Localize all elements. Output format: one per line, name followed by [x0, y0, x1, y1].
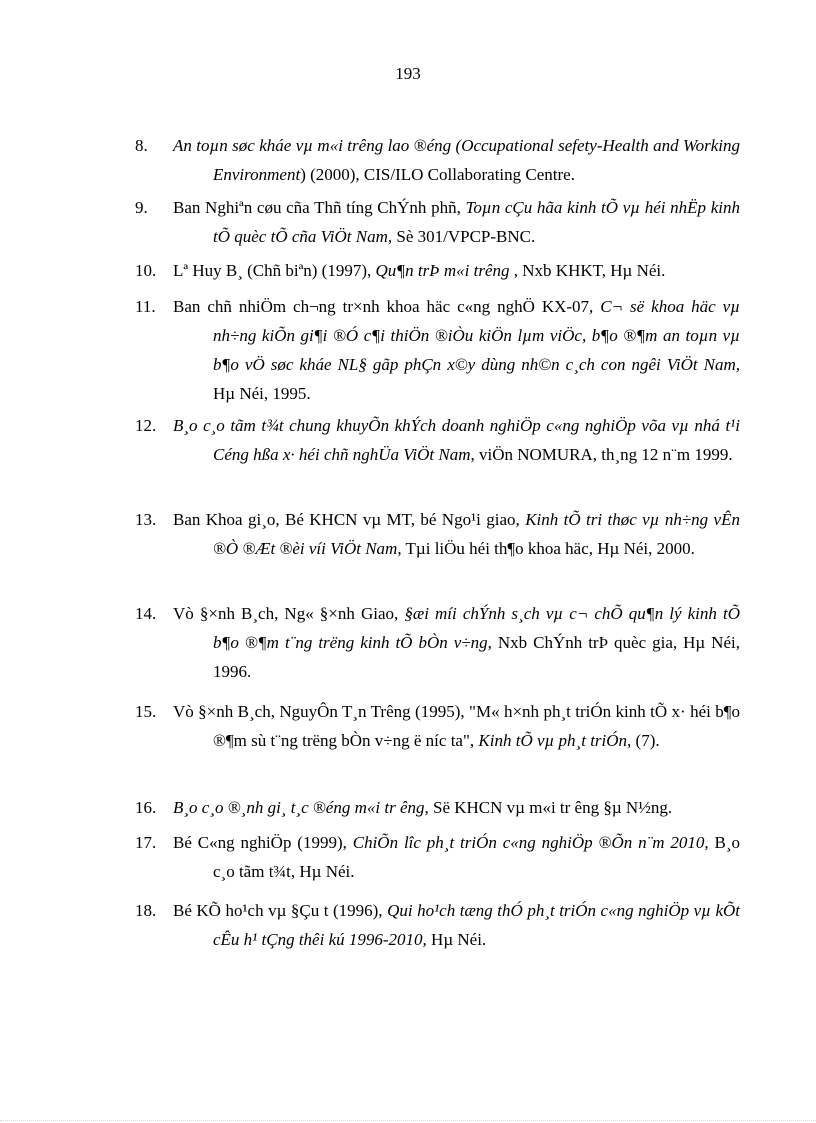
reference-title-italic: An toµn søc kháe vµ m«i trêng lao ®éng (Occupational sefety-Health and Working Environment: [173, 136, 740, 184]
reference-title-italic: Qui ho¹ch tæng thÓ ph¸t triÓn c«ng nghiÖp vµ kÕt cÊu h¹ tÇng thêi kú 1996-2010,: [213, 901, 741, 949]
reference-text: [173, 193, 740, 251]
reference-text-run: Lª Huy B¸ (Chñ biªn) (1997),: [173, 261, 376, 280]
reference-item: [135, 896, 740, 954]
reference-item: [135, 828, 740, 886]
reference-title-italic: B¸o c¸o ®¸nh gi¸ t¸c ®éng m«i tr êng,: [173, 798, 429, 817]
reference-number: 9.: [135, 198, 148, 217]
reference-text: [173, 292, 740, 408]
reference-title-italic: ChiÕn lîc ph¸t triÓn c«ng nghiÖp ®Õn n¨m 2010,: [352, 833, 709, 852]
reference-item: [135, 505, 740, 563]
reference-text: [173, 793, 740, 822]
reference-text-run: Vò §×nh B¸ch, NguyÔn T¸n Trêng (1995), "M« h×nh ph¸t triÓn kinh tÕ x· héi b¶o ®¶m sù t¨ng trëng bÒn v÷ng ë níc ta",: [173, 702, 740, 750]
reference-text-run: Sè 301/VPCP-BNC.: [392, 227, 536, 246]
reference-text-run: Ban chñ nhiÖm ch¬ng tr×nh khoa häc c«ng nghÖ KX-07,: [173, 297, 601, 316]
page-number: 193: [395, 64, 421, 83]
reference-item: [135, 599, 740, 686]
reference-item: [135, 193, 740, 251]
reference-number: 15.: [135, 702, 157, 721]
reference-text-run: Bé KÕ ho¹ch vµ §Çu t (1996),: [173, 901, 388, 920]
reference-text: [173, 599, 740, 686]
reference-title-italic: Kinh tÕ vµ ph¸t triÓn: [478, 731, 628, 750]
reference-title-italic: C¬ së khoa häc vµ nh÷ng kiÕn gi¶i ®Ó c¶i thiÖn ®iÒu kiÖn lµm viÖc, b¶o ®¶m an toµn vµ b¶o vÖ søc kháe NL§ gãp phÇn x©y dùng nh©n c¸ch con ngêi ViÖt Nam,: [213, 297, 740, 374]
reference-text-run: Ban Nghiªn cøu cña Thñ tíng ChÝnh phñ,: [173, 198, 466, 217]
reference-text-run: Bé C«ng nghiÖp (1999),: [173, 833, 353, 852]
reference-text: [173, 697, 740, 755]
reference-number: 18.: [135, 901, 157, 920]
reference-number: 13.: [135, 510, 157, 529]
reference-item: [135, 697, 740, 755]
reference-title-italic: §æi míi chÝnh s¸ch vµ c¬ chÕ qu¶n lý kinh tÕ b¶o ®¶m t¨ng trëng kinh tÕ bÒn v÷ng: [213, 604, 740, 652]
reference-text-run: B¸o c¸o tãm t¾t, Hµ Néi.: [213, 833, 741, 881]
reference-item: [135, 256, 740, 285]
reference-text-run: ) (2000), CIS/ILO Collaborating Centre.: [300, 165, 575, 184]
reference-number: 10.: [135, 261, 157, 280]
reference-text-run: , (7).: [627, 731, 660, 750]
reference-item: [135, 131, 740, 189]
reference-text-run: Tµi liÖu héi th¶o khoa häc, Hµ Néi, 2000.: [401, 539, 695, 558]
reference-text-run: Ban Khoa gi¸o, Bé KHCN vµ MT, bé Ngo¹i giao,: [173, 510, 526, 529]
reference-item: [135, 411, 740, 469]
reference-item: [135, 793, 740, 822]
reference-number: 14.: [135, 604, 157, 623]
reference-number: 16.: [135, 798, 157, 817]
reference-text: [173, 896, 740, 954]
reference-title-italic: Toµn cÇu hãa kinh tÕ vµ héi nhËp kinh tÕ quèc tÕ cña ViÖt Nam,: [213, 198, 740, 246]
reference-number: 12.: [135, 416, 157, 435]
reference-text: [173, 828, 740, 886]
reference-text-run: Hµ Néi, 1995.: [213, 384, 311, 403]
reference-text-run: Së KHCN vµ m«i tr êng §µ N½ng.: [428, 798, 673, 817]
reference-text: [173, 256, 740, 285]
reference-text-run: Hµ Néi.: [426, 930, 487, 949]
reference-title-italic: B¸o c¸o tãm t¾t chung khuyÕn khÝch doanh nghiÖp c«ng nghiÖp võa vµ nhá t¹i Céng hßa x· héi chñ nghÜa ViÖt Nam: [173, 416, 740, 464]
reference-text: [173, 131, 740, 189]
reference-text-run: , Nxb ChÝnh trÞ quèc gia, Hµ Néi, 1996.: [213, 633, 740, 681]
reference-number: 17.: [135, 833, 157, 852]
reference-title-italic: Kinh tÕ tri thøc vµ nh÷ng vÊn ®Ò ®Æt ®èi víi ViÖt Nam,: [213, 510, 740, 558]
page-bottom-rule: [0, 1120, 816, 1121]
reference-title-italic: Qu¶n trÞ m«i trêng: [375, 261, 514, 280]
reference-text: [173, 411, 740, 469]
reference-text-run: , Nxb KHKT, Hµ Néi.: [513, 261, 666, 280]
reference-number: 11.: [135, 297, 156, 316]
reference-text-run: , viÖn NOMURA, th¸ng 12 n¨m 1999.: [470, 445, 733, 464]
reference-text: [173, 505, 740, 563]
reference-text-run: Vò §×nh B¸ch, Ng« §×nh Giao,: [173, 604, 405, 623]
reference-item: [135, 292, 740, 408]
reference-number: 8.: [135, 136, 148, 155]
